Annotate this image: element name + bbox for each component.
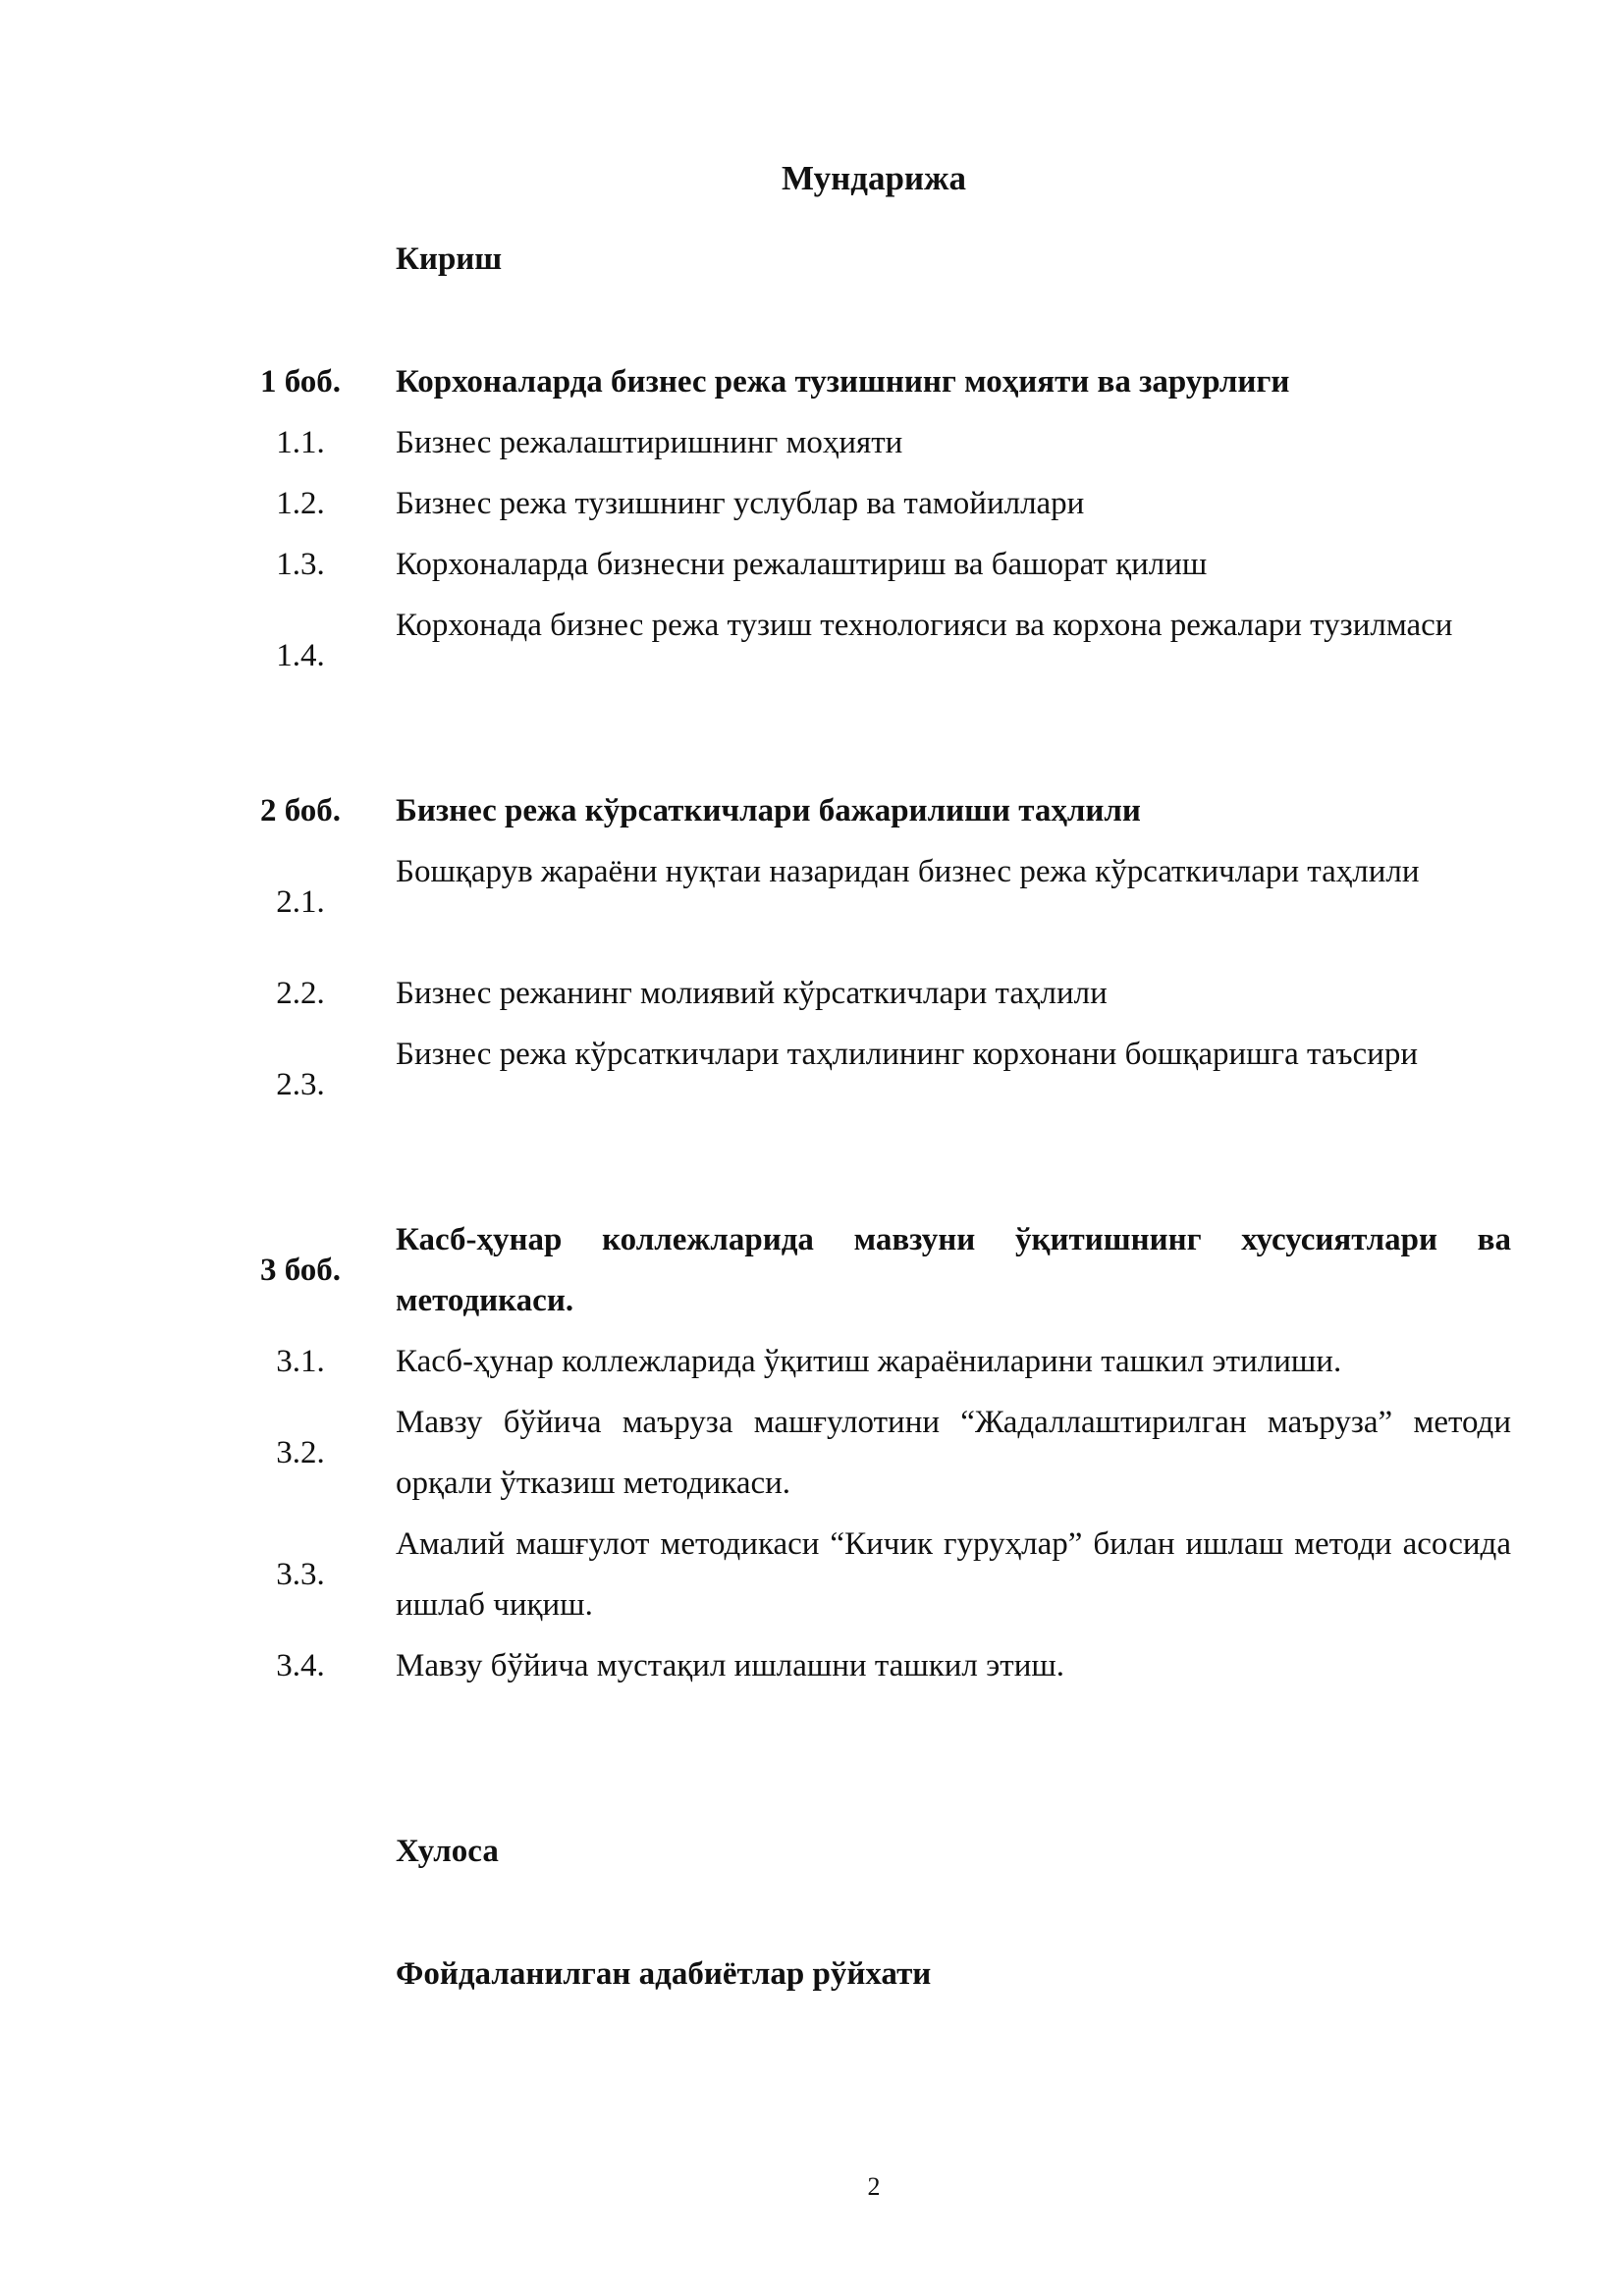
toc-entry-conclusion [0,1821,1624,1882]
toc-section-number: 3.4. [276,1648,325,1683]
toc-section-number: 3.1. [276,1344,325,1379]
toc-section-text: Корхонада бизнес режа тузиш технологияси ва корхона режалари тузилмаси [396,608,1453,643]
toc-section-text: Мавзу бўйича маъруза машғулотини “Жадаллаштирилган маъруза” методи орқали ўтказиш методикаси. [396,1405,1511,1501]
toc-section-text: Бошқарув жараёни нуқтаи назаридан бизнес режа кўрсаткичлари таҳлили [396,854,1420,889]
toc-section-1-2 [0,473,1624,534]
toc-entry-intro-text: Кириш [396,241,503,277]
toc-section-number: 3.2. [276,1435,325,1470]
toc-section-1-3 [0,534,1624,595]
toc-chapter-3-title: Касб-ҳунар коллежларида мавзуни ўқитишнинг хусусиятлари ва методикаси. [396,1222,1511,1318]
page-number: 2 [867,2172,881,2201]
toc-section-text: Касб-ҳунар коллежларида ўқитиш жараёниларини ташкил этилиши. [396,1344,1342,1379]
toc-chapter-2 [0,780,1624,841]
toc-entry-references-text: Фойдаланилган адабиётлар рўйхати [396,1956,932,1992]
toc-section-number: 2.3. [276,1067,325,1102]
toc-section-number: 2.2. [276,976,325,1011]
toc-section-1-4 [0,595,1624,717]
toc-chapter-2-label: 2 боб. [259,793,342,828]
toc-section-text: Бизнес режа кўрсаткичлари таҳлилининг корхонани бошқаришга таъсири [396,1037,1418,1072]
toc-section-3-1 [0,1331,1624,1392]
toc-section-text: Мавзу бўйича мустақил ишлашни ташкил этиш. [396,1648,1065,1683]
toc-section-2-2 [0,963,1624,1024]
toc-section-text: Корхоналарда бизнесни режалаштириш ва башорат қилиш [396,547,1208,582]
toc-chapter-1-label: 1 боб. [259,364,342,400]
toc-section-1-1 [0,412,1624,473]
toc-chapter-3-label: 3 боб. [259,1253,342,1288]
toc-section-text: Бизнес режа тузишнинг услублар ва тамойиллари [396,486,1085,521]
toc-section-2-1 [0,841,1624,963]
toc-chapter-1 [0,351,1624,412]
toc-section-number: 2.1. [276,884,325,920]
toc-section-2-3 [0,1024,1624,1146]
toc-section-number: 3.3. [276,1557,325,1592]
toc-chapter-2-title: Бизнес режа кўрсаткичлари бажарилиши таҳлили [396,793,1141,828]
toc-section-number: 1.2. [276,486,325,521]
toc-section-number: 1.4. [276,638,325,673]
toc-section-number: 1.3. [276,547,325,582]
toc-section-text: Амалий машғулот методикаси “Кичик гуруҳлар” билан ишлаш методи асосида ишлаб чиқиш. [396,1526,1511,1623]
toc-section-3-2 [0,1392,1624,1514]
toc-chapter-3 [0,1209,1624,1331]
toc-section-3-4 [0,1635,1624,1696]
toc-section-number: 1.1. [276,425,325,460]
toc-section-text: Бизнес режалаштиришнинг моҳияти [396,425,903,460]
toc-entry-conclusion-text: Хулоса [396,1834,499,1869]
toc-section-text: Бизнес режанинг молиявий кўрсаткичлари таҳлили [396,976,1108,1011]
toc-entry-references [0,1944,1624,2004]
toc-title: Мундарижа [782,159,966,197]
toc-chapter-1-title: Корхоналарда бизнес режа тузишнинг моҳияти ва зарурлиги [396,364,1290,400]
toc-entry-intro [0,229,1624,290]
toc-section-3-3 [0,1514,1624,1635]
